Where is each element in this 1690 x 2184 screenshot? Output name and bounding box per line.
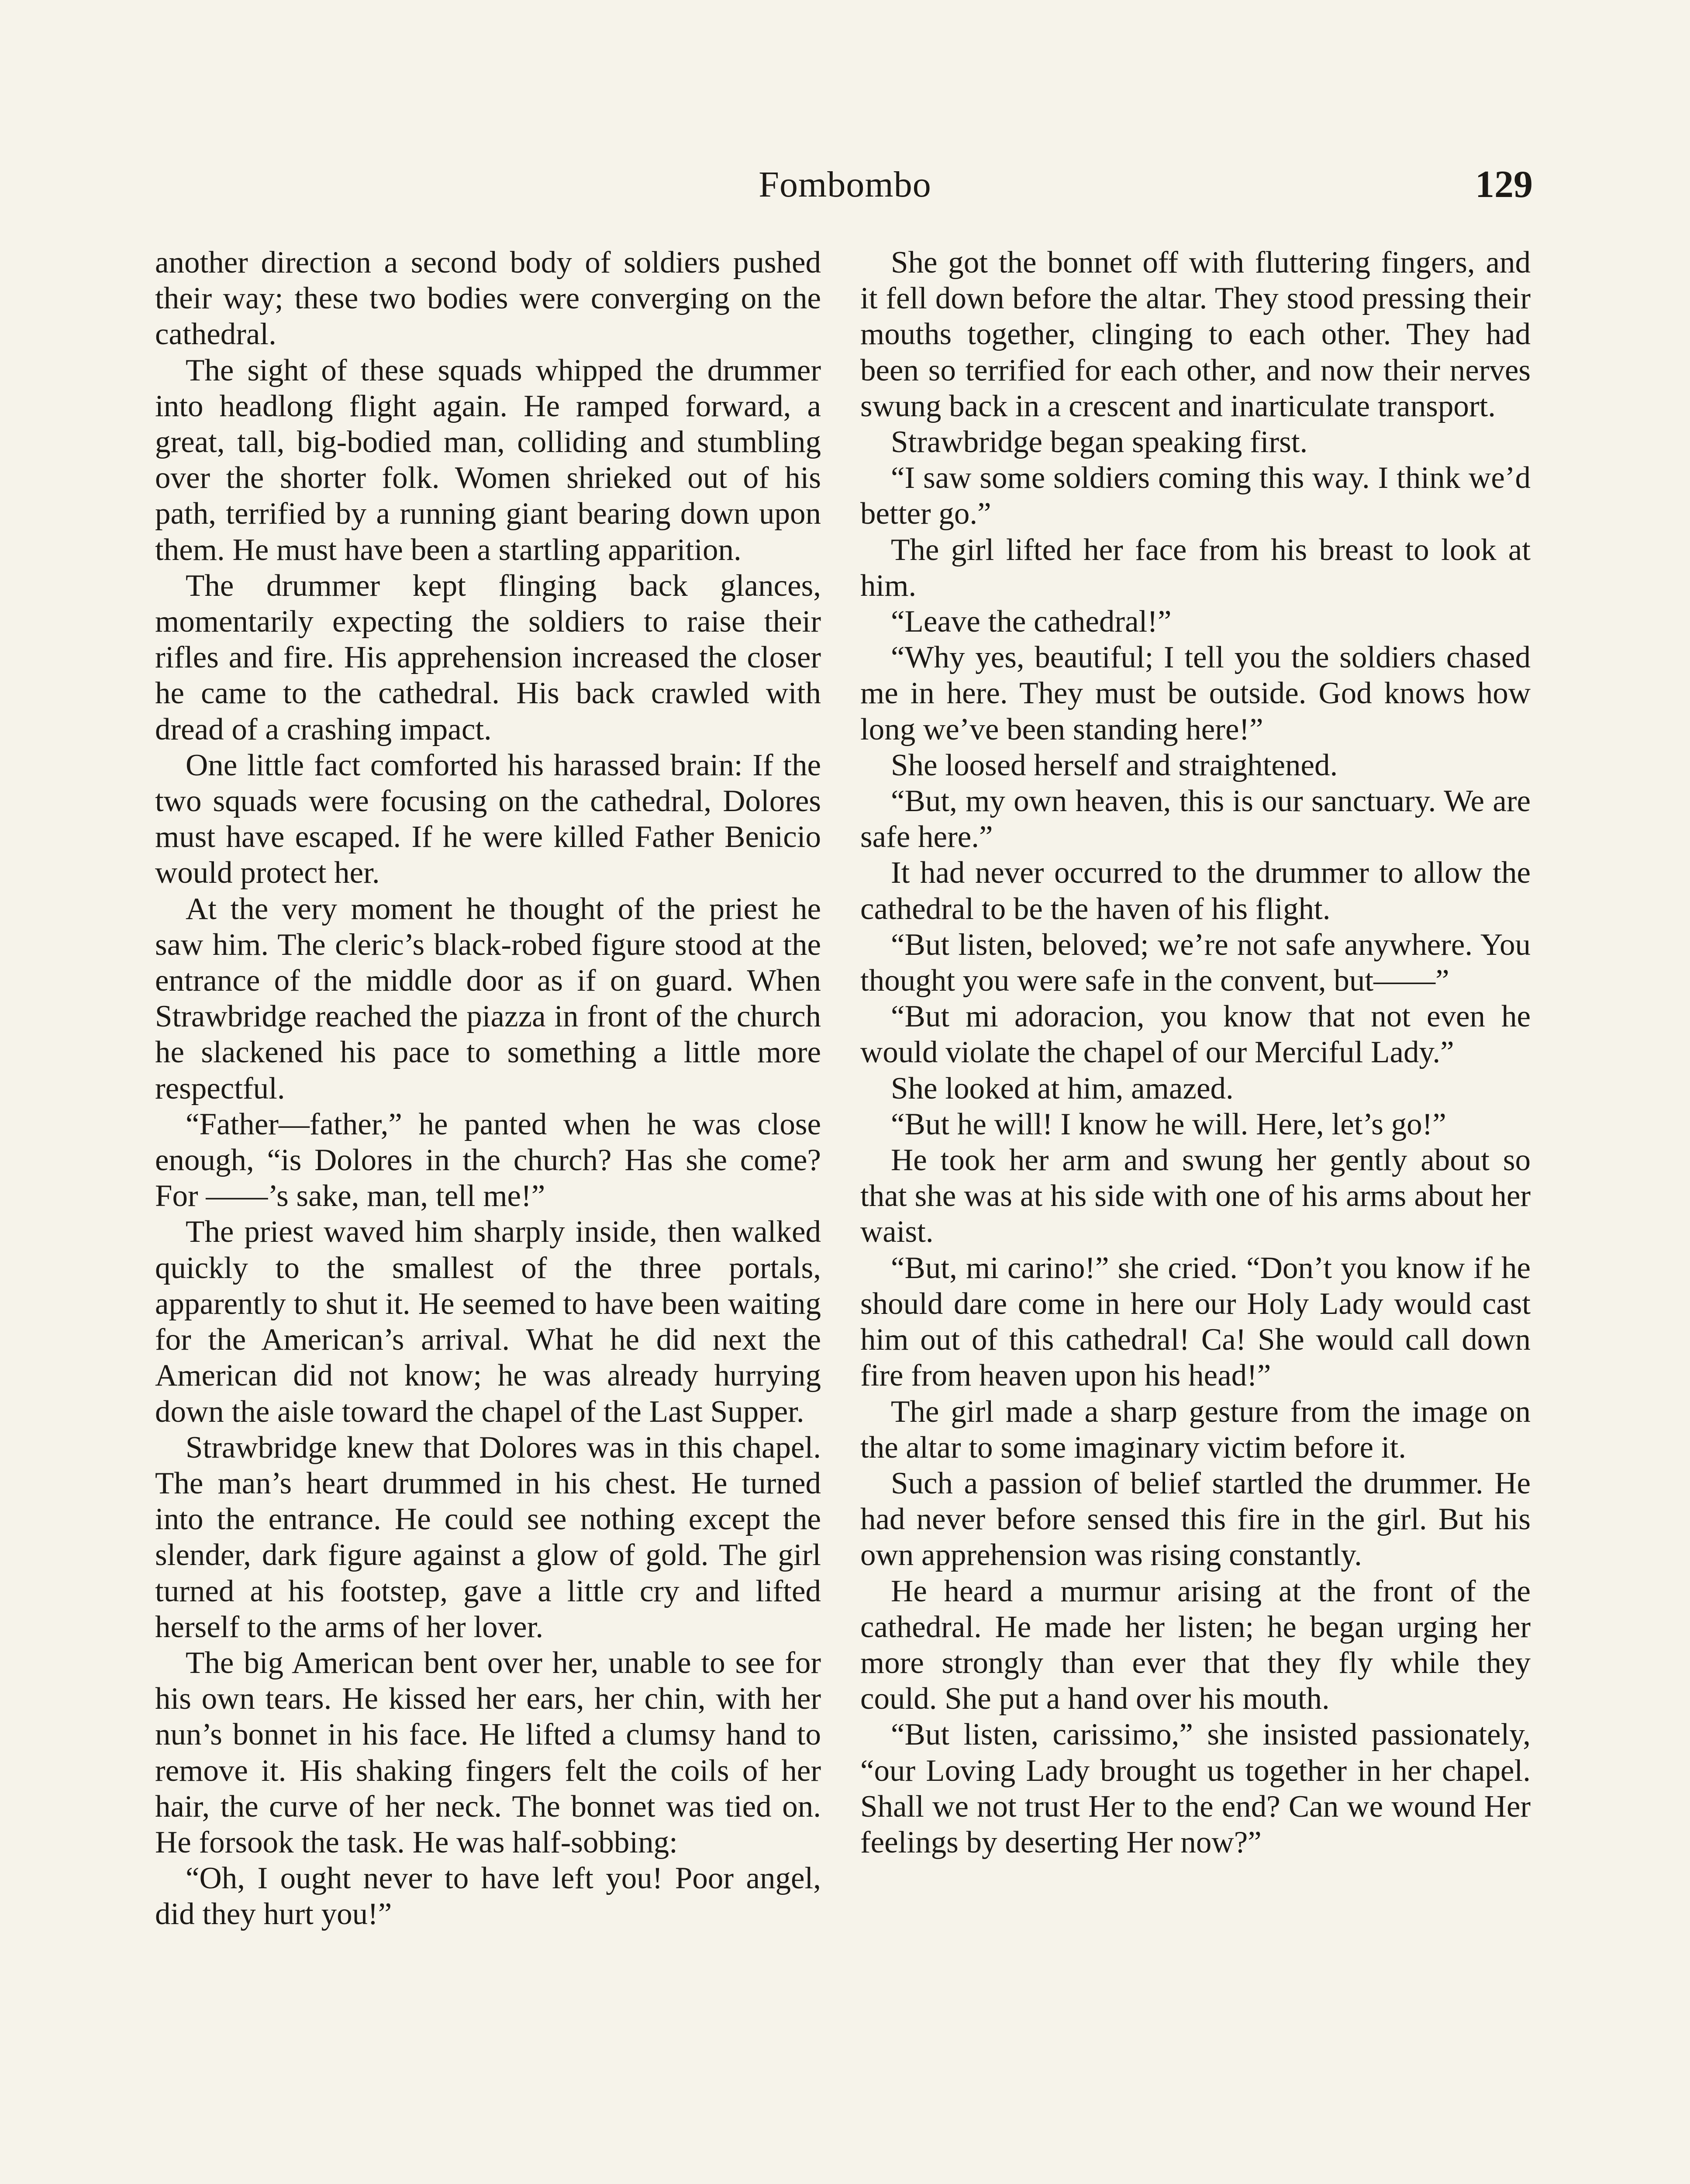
paragraph: Such a passion of belief startled the drummer. He had never before sensed this fire in the girl. But his own apprehension was rising constantly. [860, 1466, 1531, 1572]
running-head [0, 161, 1690, 209]
paragraph: “Oh, I ought never to have left you! Poor angel, did they hurt you!” [155, 1861, 821, 1932]
paragraph: At the very moment he thought of the priest he saw him. The cleric’s black-robed figure stood at the entrance of the middle door as if on guard. When Strawbridge reached the piazza in front of the church he slackened his pace to something a little more respectful. [155, 892, 821, 1106]
paragraph: “But he will! I know he will. Here, let’s go!” [891, 1107, 1446, 1141]
paragraph: It had never occurred to the drummer to allow the cathedral to be the haven of his flight. [860, 856, 1531, 926]
paragraph: The drummer kept flinging back glances, momentarily expecting the soldiers to raise their rifles and fire. His apprehension increased the closer he came to the cathedral. His back crawled with dread of a crashing impact. [155, 568, 821, 746]
paragraph: “But listen, beloved; we’re not safe anywhere. You thought you were safe in the convent, but——” [860, 927, 1531, 998]
paragraph: She looked at him, amazed. [891, 1071, 1234, 1106]
paragraph: She loosed herself and straightened. [891, 748, 1338, 782]
paragraph: Strawbridge began speaking first. [891, 425, 1308, 460]
paragraph: Strawbridge knew that Dolores was in this chapel. The man’s heart drummed in his chest. He turned into the entrance. He could see nothing except the slender, dark figure against a glow of gold. The girl turned at his footstep, gave a little cry and lifted herself to the arms of her lover. [155, 1430, 821, 1644]
paragraph: He heard a murmur arising at the front of the cathedral. He made her listen; he began urging her more strongly than ever that they fly while they could. She put a hand over his mouth. [860, 1574, 1531, 1716]
paragraph: “Leave the cathedral!” [891, 605, 1172, 639]
running-title: Fombombo [759, 164, 931, 205]
paragraph: He took her arm and swung her gently about so that she was at his side with one of his arms about her waist. [860, 1143, 1531, 1249]
right-column [860, 245, 1531, 1860]
paragraph: “Why yes, beautiful; I tell you the soldiers chased me in here. They must be outside. God knows how long we’ve been standing here!” [860, 640, 1531, 746]
paragraph: “But, mi carino!” she cried. “Don’t you know if he should dare come in here our Holy Lady would cast him out of this cathedral! Ca! She would call down fire from heaven upon his head!” [860, 1251, 1531, 1393]
paragraph: The girl made a sharp gesture from the image on the altar to some imaginary victim before it. [860, 1394, 1531, 1465]
paragraph: “But, my own heaven, this is our sanctuary. We are safe here.” [860, 784, 1531, 854]
paragraph: another direction a second body of soldiers pushed their way; these two bodies were converging on the cathedral. [155, 245, 821, 352]
paragraph: “But mi adoracion, you know that not even he would violate the chapel of our Merciful Lady.” [860, 999, 1531, 1070]
paragraph: “Father—father,” he panted when he was close enough, “is Dolores in the church? Has she come? For ——’s sake, man, tell me!” [155, 1107, 821, 1213]
paragraph: The sight of these squads whipped the drummer into headlong flight again. He ramped forward, a great, tall, big-bodied man, colliding and stumbling over the shorter folk. Women shrieked out of his path, terrified by a running giant bearing down upon them. He must have been a startling apparition. [155, 353, 821, 567]
left-column [155, 245, 821, 1932]
paragraph: The big American bent over her, unable to see for his own tears. He kissed her ears, her chin, with her nun’s bonnet in his face. He lifted a clumsy hand to remove it. His shaking fingers felt the coils of her hair, the curve of her neck. The bonnet was tied on. He forsook the task. He was half-sobbing: [155, 1645, 821, 1859]
paragraph: The girl lifted her face from his breast to look at him. [860, 532, 1531, 603]
paragraph: “But listen, carissimo,” she insisted passionately, “our Loving Lady brought us together in her chapel. Shall we not trust Her to the end? Can we wound Her feelings by deserting Her now?” [860, 1717, 1531, 1859]
page-number: 129 [1475, 163, 1533, 206]
paragraph: One little fact comforted his harassed brain: If the two squads were focusing on the cathedral, Dolores must have escaped. If he were killed Father Benicio would protect her. [155, 748, 821, 890]
paragraph: “I saw some soldiers coming this way. I think we’d better go.” [860, 461, 1531, 531]
paragraph: The priest waved him sharply inside, then walked quickly to the smallest of the three portals, apparently to shut it. He seemed to have been waiting for the American’s arrival. What he did next the American did not know; he was already hurrying down the aisle toward the chapel of the Last Supper. [155, 1215, 821, 1429]
paragraph: She got the bonnet off with fluttering fingers, and it fell down before the altar. They stood pressing their mouths together, clinging to each other. They had been so terrified for each other, and now their nerves swung back in a crescent and inarticulate transport. [860, 245, 1531, 423]
